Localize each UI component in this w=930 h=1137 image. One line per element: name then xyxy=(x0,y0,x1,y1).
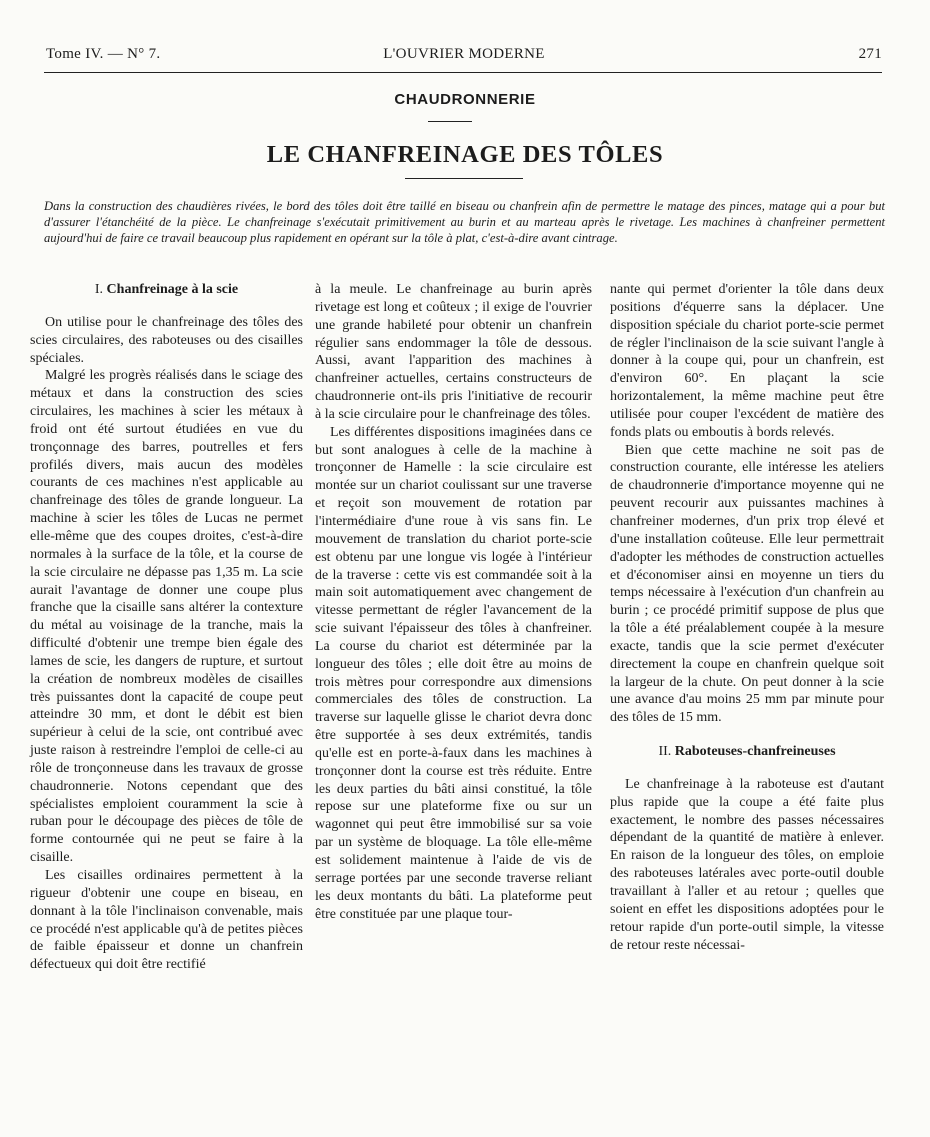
volume-issue: Tome IV. — N° 7. xyxy=(46,46,161,62)
paragraph: Malgré les progrès réalisés dans le sciage des métaux et dans la construction des scies circulaires, les machines à scier les métaux à froid ont été surtout étudiées en vue du tronçonnage des barres, poutrelles et fers profilés divers, mais aucun des modèles courants de ces machines n'est applicable au chanfreinage des tôles de grande longueur. La machine à scier les tôles de Lucas ne permet elle-même que des coupes droites, c'est-à-dire normales à la surface de la tôle, et la course de la scie circulaire ne dépasse pas 1,35 m. La scie aurait l'avantage de donner une coupe plus franche que la cisaille sans altérer la contexture du métal au voisinage de la tranche, mais la difficulté d'obtenir une trempe bien égale des lames de scie, les dangers de rupture, et surtout la création de nombreux modèles de cisailles très puissantes dont la capacité de coupe peut atteindre 30 mm, et dont le débit est bien supérieur à celui de la scie, ont contribué avec juste raison à restreindre l'emploi de celle-ci au rôle de tronçonneuse dans les travaux de grosse chaudronnerie. Notons cependant que des spécialistes emploient couramment la scie à ruban pour le découpage des pièces de tôle de forme contournée qui ne peut se faire à la cisaille. xyxy=(30,368,303,866)
page-number: 271 xyxy=(858,46,882,62)
paragraph: à la meule. Le chanfreinage au burin après rivetage est long et coûteux ; il exige de l'ouvrier une grande habileté pour obtenir un chanfrein régulier sans endommager la tôle de dessous. Aussi, avant l'apparition des machines à chanfreiner actuelles, certains constructeurs de chaudronnerie ont-ils pris l'initiative de recourir à la scie circulaire pour le chanfreinage des tôles. xyxy=(315,282,592,422)
paragraph: Les différentes dispositions imaginées dans ce but sont analogues à celle de la machine à tronçonner de Hamelle : la scie circulaire est montée sur un chariot coulissant sur une traverse et reçoit son mouvement de rotation par l'intermédiaire d'une roue à vis sans fin. Le mouvement de translation du chariot porte-scie est obtenu par une longue vis logée à l'intérieur de la traverse : cette vis est commandée soit à la main soit automatiquement avec changement de vitesse permettant de régler l'avancement de la scie suivant l'épaisseur des tôles à chanfreiner. La course du chariot est déterminée par la longueur des tôles ; elle doit être au moins de trois mètres pour correspondre aux dimensions commerciales des tôles de construction. La traverse sur laquelle glisse le chariot devra donc être supportée à ses deux extrémités, tandis qu'elle est en porte-à-faux dans les machines à tronçonner dont la course est très réduite. Entre les deux parties du bâti ainsi constitué, la tôle repose sur une plateforme fixe ou sur un wagonnet qui peut être immobilisé sur sa voie par un système de bloquage. La tôle elle-même est solidement maintenue à l'aide de vis de serrage portées par une seconde traverse reliant les deux montants du bâti. La plateforme peut être constituée par une plaque tour- xyxy=(315,424,592,922)
paragraph: Le chanfreinage à la raboteuse est d'autant plus rapide que la coupe a été faite plus exactement, le nombre des passes nécessaires dépendant de la quantité de matière à enlever. En raison de la longueur des tôles, on emploie des raboteuses latérales avec porte-outil double travaillant à l'aller et au retour ; quelles que soient en effet les dispositions adoptées pour le retour rapide d'un porte-outil simple, la vitesse de retour reste nécessai- xyxy=(610,776,884,953)
paragraph: nante qui permet d'orienter la tôle dans deux positions d'équerre sans la déplacer. Une disposition spéciale du chariot porte-scie permet de régler l'inclinaison de la scie suivant l'angle à donner à la coupe qui, pour un chanfrein, est d'environ 60°. En plaçant la scie horizontalement, la même machine peut être utilisée pour couper l'excédent de matière des fonds plats ou emboutis à bords relevés. xyxy=(610,282,884,440)
journal-title: L'OUVRIER MODERNE xyxy=(383,46,545,62)
column-2 xyxy=(315,281,592,923)
column-3 xyxy=(610,281,884,954)
running-head xyxy=(46,46,882,68)
section-rule xyxy=(428,121,472,122)
section-heading-2 xyxy=(610,743,884,761)
article-title: LE CHANFREINAGE DES TÔLES xyxy=(266,141,664,168)
section-label: CHAUDRONNERIE xyxy=(394,91,536,108)
section-number: II. xyxy=(658,744,672,760)
column-1 xyxy=(30,281,303,974)
header-rule xyxy=(44,72,882,73)
intro-text: Dans la construction des chaudières rivées, le bord des tôles doit être taillé en biseau ou chanfrein afin de permettre le matage des pinces, matage qui a pour but d'assurer l'étanchéité de la pièce. Le chanfreinage s'exécutait primitivement au burin et au marteau après le rivetage. Les machines à chanfreiner permettent aujourd'hui de faire ce travail beaucoup plus rapidement en opérant sur la tôle à plat, c'est-à-dire avant cintrage. xyxy=(44,199,885,246)
section-number: I. xyxy=(94,282,104,297)
section-title: Raboteuses-chanfreineuses xyxy=(674,744,836,760)
title-rule xyxy=(405,178,523,179)
paragraph: Bien que cette machine ne soit pas de construction courante, elle intéresse les ateliers de chaudronnerie d'importance moyenne qui ne peuvent recourir aux puissantes machines à chanfreiner modernes, d'un prix trop élevé et d'une installation coûteuse. Elle leur permettrait d'adopter les méthodes de construction actuelles et d'économiser ainsi en moyenne un tiers du temps nécessaire à l'exécution d'un chanfrein au burin ; ce procédé primitif suppose de plus que la tôle a été préalablement coupée à la mesure exacte, tandis que la scie permet d'exécuter directement la coupe en chanfrein quelque soit la largeur de la chute. On peut donner à la scie une avance d'au moins 25 mm par minute pour des tôles de 15 mm. xyxy=(610,442,884,726)
paragraph: On utilise pour le chanfreinage des tôles des scies circulaires, des raboteuses ou des cisailles spéciales. xyxy=(30,314,303,366)
section-title: Chanfreinage à la scie xyxy=(106,282,239,297)
article-intro xyxy=(44,198,885,247)
paragraph: Les cisailles ordinaires permettent à la rigueur d'obtenir une coupe en biseau, en donnant à la tôle l'inclinaison convenable, mais ce procédé n'est applicable qu'à de petites pièces de faible épaisseur et donne un chanfrein défectueux qui doit être rectifié xyxy=(30,868,303,973)
section-heading-1 xyxy=(30,281,303,299)
